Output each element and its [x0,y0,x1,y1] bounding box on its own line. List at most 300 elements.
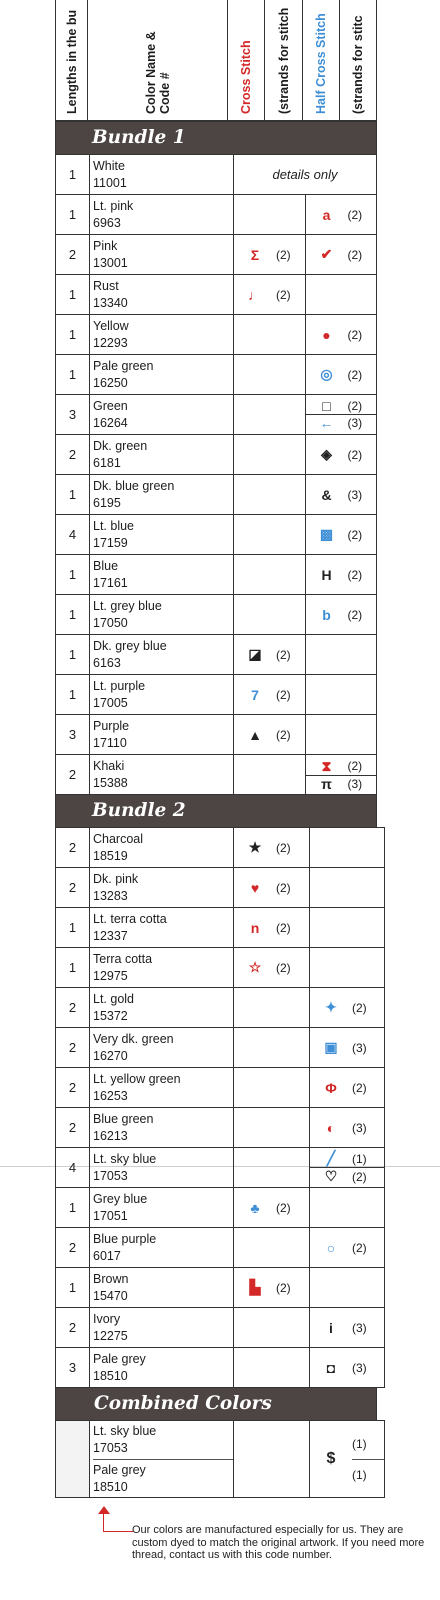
stitch-symbol-icon: ▩ [319,526,334,542]
length-count: 1 [56,908,90,948]
bundle-1-table [55,154,377,795]
color-code: 17051 [93,1208,128,1223]
color-code: 17053 [93,1168,128,1183]
stitch-symbol-icon: ◪ [248,646,262,662]
color-name-cell [90,1108,234,1148]
color-row [56,1228,385,1268]
cross-stitch-cell [234,715,306,755]
cross-stitch-cell [234,868,310,908]
cross-stitch-cell [234,395,306,435]
color-row [56,908,385,948]
half-cross-stitch-cell [305,395,377,435]
color-row [56,475,377,515]
color-name-cell [90,868,234,908]
cross-stitch-cell [234,675,306,715]
stitch-symbol-icon: ♩ [248,286,262,303]
color-code: 17110 [93,735,127,750]
half-cross-stitch-cell [305,475,377,515]
color-name: Blue green [93,1111,154,1126]
header-half-strands [340,0,377,120]
color-code: 12293 [93,335,128,350]
strands-count: (3) [347,487,363,502]
cross-stitch-cell [234,475,306,515]
strands-count: (2) [276,247,291,262]
header-half-text: Half Cross Stitch [314,13,328,114]
length-count: 2 [56,1308,90,1348]
half-cross-stitch-cell [310,1188,385,1228]
stitch-symbol-icon: ╱ [326,1150,336,1166]
cross-stitch-cell [234,315,306,355]
half-cross-stitch-cell [305,635,377,675]
color-name-cell [90,595,234,635]
strands-count: (2) [276,727,291,742]
color-name-cell [90,755,234,795]
color-name: Very dk. green [93,1031,174,1046]
color-row [56,435,377,475]
color-row [56,675,377,715]
color-name-cell [90,828,234,868]
color-name-cell [90,195,234,235]
color-row [56,395,377,435]
strands-count: (2) [276,287,291,302]
half-cross-stitch-cell [305,315,377,355]
half-cross-stitch-cell [310,1268,385,1308]
strands-count: (2) [276,920,291,935]
cross-stitch-cell [234,1308,310,1348]
color-row [56,1108,385,1148]
color-name: Dk. blue green [93,478,175,493]
half-cross-stitch-cell [310,868,385,908]
cross-stitch-cell [234,908,310,948]
color-name-cell [90,715,234,755]
combined-strands-1: (1) [352,1429,384,1460]
cross-stitch-cell [234,195,306,235]
cross-stitch-cell [234,1148,310,1188]
cross-stitch-cell [234,555,306,595]
color-row [56,195,377,235]
column-headers [55,0,377,122]
strands-count: (2) [352,1240,367,1255]
length-count: 4 [56,515,90,555]
combined-colors-band: Combined Colors [55,1388,377,1420]
header-half-strands-text: (strands for stitc [351,15,365,114]
color-name: Khaki [93,758,125,773]
half-cross-stitch-cell [305,715,377,755]
cross-stitch-cell [234,635,306,675]
color-code: 16270 [93,1048,128,1063]
strands-count: (2) [276,1200,291,1215]
strands-count: (2) [347,567,363,582]
strands-count: (2) [352,1080,367,1095]
length-count: 1 [56,635,90,675]
stitch-symbol-icon: ○ [326,1239,336,1256]
stitch-symbol-icon: Σ [250,246,260,263]
color-row [56,755,377,795]
half-cross-stitch-cell [310,948,385,988]
half-cross-stitch-cell [310,1228,385,1268]
half-cross-stitch-cell [310,908,385,948]
color-code: 15388 [93,775,128,790]
color-row [56,1028,385,1068]
combined-len-cell [56,1421,90,1498]
cross-stitch-cell [234,355,306,395]
half-cross-stitch-cell [310,1068,385,1108]
strands-count: (2) [276,687,291,702]
color-row [56,1068,385,1108]
color-code: 16213 [93,1128,128,1143]
half-cross-stitch-cell [305,355,377,395]
color-name-cell [90,1188,234,1228]
color-name-cell [90,555,234,595]
length-count: 2 [56,1068,90,1108]
combined-color-2 [93,1460,233,1498]
combined-colors-table [55,1420,385,1498]
length-count: 1 [56,555,90,595]
color-code: 18510 [93,1368,128,1383]
color-row [56,715,377,755]
length-count: 2 [56,1228,90,1268]
cross-stitch-cell [234,828,310,868]
color-code: 17005 [93,695,128,710]
half-cross-stitch-cell [305,235,377,275]
length-count: 1 [56,1188,90,1228]
half-cross-stitch-cell [305,755,377,795]
color-name: Charcoal [93,831,144,846]
color-code: 12275 [93,1328,128,1343]
color-name: Lt. grey blue [93,598,162,613]
strands-count: (2) [276,1280,291,1295]
color-name: Green [93,398,128,413]
strands-count: (2) [276,840,291,855]
header-half [303,0,340,120]
details-only-note: details only [234,155,377,195]
strands-count: (2) [347,327,363,342]
strands-count: (2) [276,960,291,975]
length-count: 2 [56,828,90,868]
color-name: Lt. blue [93,518,135,533]
header-cross [228,0,265,120]
color-name-cell [90,1228,234,1268]
color-name-cell [90,475,234,515]
stitch-symbol-icon: ♣ [250,1199,260,1216]
color-name: Dk. green [93,438,148,453]
strands-count: (1) [352,1151,367,1166]
color-name: Pink [93,238,118,253]
stitch-symbol-icon: ♡ [324,1168,338,1184]
color-row [56,868,385,908]
strands-count: (2) [276,880,291,895]
strands-count: (3) [352,1120,367,1135]
color-name: Blue [93,558,119,573]
length-count: 2 [56,435,90,475]
strands-count: (2) [347,399,363,413]
color-code: 17050 [93,615,128,630]
color-row [56,1268,385,1308]
color-name: Blue purple [93,1231,157,1246]
combined-cross-cell [234,1421,310,1498]
color-code: 13283 [93,888,128,903]
header-lengths [55,0,88,120]
length-count: 1 [56,355,90,395]
color-code: 12975 [93,968,128,983]
stitch-symbol-icon: 7 [251,686,259,703]
color-code: 13340 [93,295,128,310]
cross-stitch-cell [234,1068,310,1108]
color-row [56,1308,385,1348]
cross-stitch-cell [234,1228,310,1268]
color-name-cell [90,435,234,475]
color-name: Grey blue [93,1191,148,1206]
stitch-symbol-icon: ☆ [248,959,262,975]
strands-count: (2) [352,1169,367,1184]
color-row [56,635,377,675]
color-name: Ivory [93,1311,121,1326]
color-code: 13001 [93,255,128,270]
length-count: 1 [56,315,90,355]
cross-stitch-cell [234,755,306,795]
cross-stitch-cell [234,235,306,275]
combined-name-1: Lt. sky blue [93,1424,157,1438]
header-name-text: Color Name & Code # [143,31,172,114]
half-cross-stitch-cell [310,988,385,1028]
combined-color-1 [93,1421,233,1460]
color-name: Dk. pink [93,871,139,886]
color-name-cell [90,635,234,675]
color-row [56,355,377,395]
stitch-symbol-icon: ▙ [249,1279,261,1295]
color-name-cell [90,315,234,355]
color-row [56,1188,385,1228]
color-name-cell [90,908,234,948]
cross-stitch-cell [234,1268,310,1308]
combined-row [56,1421,385,1498]
color-code: 17159 [93,535,128,550]
half-cross-stitch-cell [310,828,385,868]
stitch-symbol-icon: i [329,1319,333,1336]
stitch-symbol-icon: ◘ [326,1359,336,1376]
half-cross-stitch-cell [305,195,377,235]
stitch-symbol-icon: □ [322,398,331,414]
bundle-2-band: Bundle 2 [55,795,377,827]
stitch-symbol-icon: ▲ [248,726,262,743]
half-cross-stitch-cell [305,275,377,315]
stitch-symbol-icon: ✦ [325,999,337,1015]
header-cross-text: Cross Stitch [239,40,253,114]
stitch-symbol-icon: n [250,919,260,936]
color-name: Rust [93,278,119,293]
stitch-symbol-icon: ← [319,415,334,431]
length-count: 2 [56,1028,90,1068]
length-count: 1 [56,595,90,635]
color-name-cell [90,1068,234,1108]
color-name: Pale green [93,358,154,373]
color-name: Brown [93,1271,129,1286]
color-row [56,555,377,595]
color-name: Yellow [93,318,129,333]
color-code: 6017 [93,1248,121,1263]
color-name: Lt. yellow green [93,1071,181,1086]
stitch-symbol-icon: ▣ [324,1039,338,1055]
cross-stitch-cell [234,1348,310,1388]
color-row [56,315,377,355]
color-row [56,988,385,1028]
color-name: Purple [93,718,130,733]
color-row [56,275,377,315]
color-code: 12337 [93,928,128,943]
half-cross-stitch-cell [305,675,377,715]
cross-stitch-cell [234,515,306,555]
cross-stitch-cell [234,1188,310,1228]
length-count: 1 [56,275,90,315]
color-code: 15372 [93,1008,128,1023]
strands-count: (3) [352,1320,367,1335]
color-code: 6181 [93,455,121,470]
cross-stitch-cell [234,435,306,475]
cross-stitch-cell [234,988,310,1028]
stitch-symbol-icon: ◈ [321,446,332,462]
length-count: 2 [56,868,90,908]
color-name-cell [90,155,234,195]
cross-stitch-cell [234,948,310,988]
bundle-2-table [55,827,385,1388]
color-name-cell [90,988,234,1028]
strands-count: (2) [347,247,363,262]
length-count: 1 [56,195,90,235]
half-cross-stitch-cell [310,1108,385,1148]
cross-stitch-cell [234,1028,310,1068]
color-name: Lt. sky blue [93,1151,157,1166]
stitch-symbol-icon: ● [322,326,331,343]
half-cross-stitch-cell [310,1308,385,1348]
half-cross-stitch-cell [310,1028,385,1068]
color-name: Lt. terra cotta [93,911,167,926]
half-cross-stitch-cell [305,435,377,475]
strands-count: (2) [347,207,363,222]
strands-count: (2) [276,647,291,662]
stitch-symbol-icon: & [321,486,332,503]
header-lengths-text: Lengths in the bu [64,9,79,114]
length-count: 3 [56,1348,90,1388]
color-row [56,948,385,988]
stitch-symbol-icon: ★ [248,839,262,855]
half-cross-stitch-cell [305,595,377,635]
combined-name-cell [90,1421,234,1498]
color-name-cell [90,1028,234,1068]
combined-name-2: Pale grey [93,1462,146,1477]
color-row [56,1148,385,1188]
strands-count: (2) [347,607,363,622]
color-code: 6195 [93,495,121,510]
header-cross-strands-text: (strands for stitch [276,7,291,114]
cross-stitch-cell [234,595,306,635]
color-row [56,155,377,195]
strands-count: (2) [347,367,363,382]
stitch-symbol-icon: ⧗ [321,757,332,774]
half-cross-stitch-cell [310,1148,385,1188]
stitch-symbol-icon: a [322,206,331,223]
color-name-cell [90,1268,234,1308]
stitch-symbol-icon: ♥ [250,879,260,896]
color-name: Lt. gold [93,991,135,1006]
color-name: Terra cotta [93,951,153,966]
footnote: Our colors are manufactured especially for us. They are custom dyed to match the original artwork. If you need more thread, contact us with this code number. [132,1524,425,1561]
color-row [56,235,377,275]
color-code: 6963 [93,215,121,230]
half-cross-stitch-cell [310,1348,385,1388]
strands-count: (3) [347,776,363,791]
stitch-symbol-icon: b [322,606,331,623]
color-name-cell [90,275,234,315]
length-count: 3 [56,395,90,435]
color-name-cell [90,235,234,275]
color-row [56,595,377,635]
stitch-symbol-icon: ✔ [320,246,333,262]
strands-count: (2) [347,527,363,542]
strands-count: (3) [352,1360,367,1375]
combined-code-1: 17053 [93,1441,128,1455]
stitch-symbol-icon: H [321,566,332,583]
length-count: 1 [56,1268,90,1308]
color-code: 18519 [93,848,128,863]
color-row [56,828,385,868]
length-count: 1 [56,155,90,195]
color-code: 11001 [93,175,127,190]
cross-stitch-cell [234,1108,310,1148]
color-name: White [93,158,125,173]
color-code: 15470 [93,1288,128,1303]
strands-count: (3) [347,416,363,430]
bundle-1-band: Bundle 1 [55,122,377,154]
length-count: 4 [56,1148,90,1188]
length-count: 2 [56,988,90,1028]
half-cross-stitch-cell [305,555,377,595]
combined-half-cell [310,1421,385,1498]
color-name: Lt. purple [93,678,146,693]
combined-code-2: 18510 [93,1479,128,1494]
callout-line [103,1510,133,1532]
strands-count: (2) [347,759,363,773]
header-name [88,0,228,120]
strands-count: (2) [347,447,363,462]
length-count: 1 [56,948,90,988]
strands-count: (2) [352,1000,367,1015]
length-count: 2 [56,235,90,275]
color-name: Lt. pink [93,198,134,213]
length-count: 2 [56,755,90,795]
color-code: 16264 [93,415,128,430]
strands-count: (3) [352,1040,367,1055]
color-code: 16253 [93,1088,128,1103]
color-name-cell [90,515,234,555]
color-row [56,515,377,555]
stitch-symbol-icon: Φ [325,1079,337,1096]
color-name-cell [90,948,234,988]
length-count: 1 [56,675,90,715]
stitch-symbol-icon: ◐ [326,1119,336,1136]
dollar-sign-icon: $ [326,1450,336,1467]
color-name-cell [90,1308,234,1348]
color-name: Dk. grey blue [93,638,167,653]
thread-key-sheet [55,0,377,1498]
color-code: 17161 [93,575,128,590]
color-name-cell [90,395,234,435]
color-name-cell [90,1348,234,1388]
color-row [56,1348,385,1388]
color-name-cell [90,1148,234,1188]
color-code: 6163 [93,655,121,670]
color-name: Pale grey [93,1351,146,1366]
stitch-symbol-icon: ◎ [320,366,333,382]
